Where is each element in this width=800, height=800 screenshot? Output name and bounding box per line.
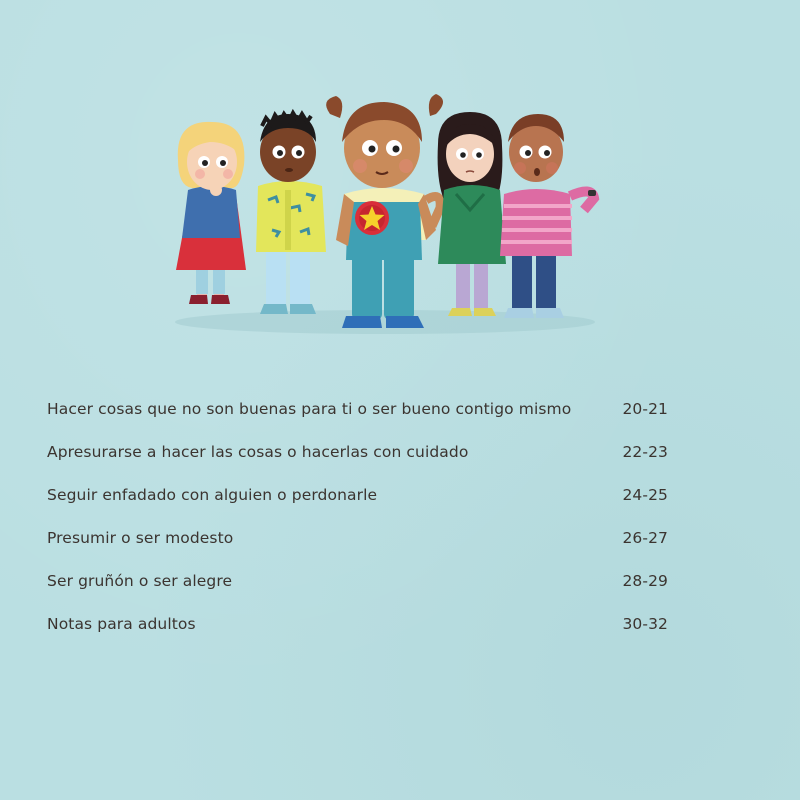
child-blonde-girl bbox=[176, 122, 246, 304]
toc-entry-title: Seguir enfadado con alguien o perdonarle bbox=[47, 486, 378, 504]
toc-entry bbox=[47, 482, 672, 525]
toc-entry-pages: 28-29 bbox=[622, 572, 668, 590]
child-girl-green-jacket bbox=[438, 112, 506, 316]
child-girl-overalls bbox=[326, 94, 443, 328]
toc-entry-pages: 22-23 bbox=[622, 443, 668, 461]
toc-entry bbox=[47, 611, 672, 654]
child-boy-pink-cardigan bbox=[500, 114, 596, 318]
child-boy-yellow-cardigan bbox=[256, 113, 326, 314]
toc-entry-pages: 24-25 bbox=[622, 486, 668, 504]
toc-entry-title: Presumir o ser modesto bbox=[47, 529, 234, 547]
table-of-contents bbox=[47, 396, 672, 654]
toc-entry bbox=[47, 525, 672, 568]
toc-entry-title: Ser gruñón o ser alegre bbox=[47, 572, 233, 590]
toc-entry-title: Hacer cosas que no son buenas para ti o ser bueno contigo mismo bbox=[47, 400, 572, 418]
toc-entry bbox=[47, 439, 672, 482]
toc-entry-title: Notas para adultos bbox=[47, 615, 196, 633]
toc-entry-pages: 20-21 bbox=[622, 400, 668, 418]
toc-entry-pages: 26-27 bbox=[622, 529, 668, 547]
children-illustration bbox=[160, 90, 610, 340]
toc-entry-pages: 30-32 bbox=[622, 615, 668, 633]
toc-entry bbox=[47, 396, 672, 439]
toc-entry bbox=[47, 568, 672, 611]
toc-entry-title: Apresurarse a hacer las cosas o hacerlas con cuidado bbox=[47, 443, 469, 461]
